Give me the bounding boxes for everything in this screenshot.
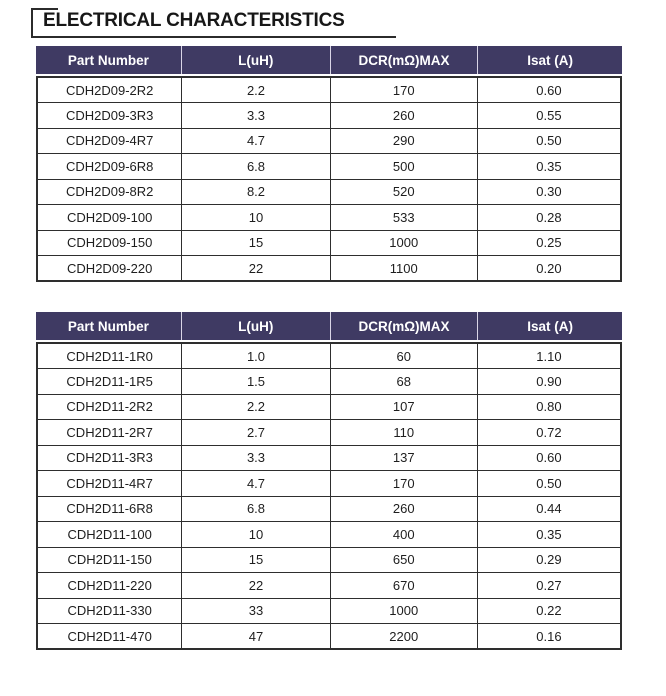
table-cell: CDH2D09-8R2 xyxy=(37,179,182,205)
header-cell: Isat (A) xyxy=(478,312,622,340)
table-cell: 0.28 xyxy=(477,205,621,231)
table-cell: CDH2D11-2R7 xyxy=(37,420,182,446)
table-cell: 0.90 xyxy=(477,369,621,395)
table-cell: 400 xyxy=(330,522,477,548)
table-cell: 47 xyxy=(182,624,330,650)
table-row xyxy=(37,496,621,522)
table-cell: 1100 xyxy=(330,256,477,282)
table-cell: CDH2D11-330 xyxy=(37,598,182,624)
table-cell: CDH2D11-2R2 xyxy=(37,394,182,420)
table-cell: 1.10 xyxy=(477,343,621,369)
header-cell: DCR(mΩ)MAX xyxy=(330,312,478,340)
header-cell: L(uH) xyxy=(181,312,330,340)
table-cell: 0.50 xyxy=(477,471,621,497)
table-row xyxy=(37,343,621,369)
table-row xyxy=(37,573,621,599)
spec-table-cdh2d11-body xyxy=(36,342,622,650)
table-cell: 60 xyxy=(330,343,477,369)
table-cell: 0.29 xyxy=(477,547,621,573)
page-title: ELECTRICAL CHARACTERISTICS xyxy=(43,10,345,31)
table-cell: 0.25 xyxy=(477,230,621,256)
table-cell: CDH2D09-100 xyxy=(37,205,182,231)
table-cell: 1.5 xyxy=(182,369,330,395)
table-cell: 2.2 xyxy=(182,394,330,420)
table-cell: 110 xyxy=(330,420,477,446)
table-cell: 15 xyxy=(182,547,330,573)
table-cell: 6.8 xyxy=(182,496,330,522)
table-row xyxy=(37,420,621,446)
table-row xyxy=(37,256,621,282)
table-cell: 68 xyxy=(330,369,477,395)
table-cell: 650 xyxy=(330,547,477,573)
table-cell: CDH2D09-6R8 xyxy=(37,154,182,180)
spec-table-cdh2d09 xyxy=(36,46,622,282)
table-row xyxy=(37,624,621,650)
table-cell: 0.27 xyxy=(477,573,621,599)
table-row xyxy=(37,128,621,154)
table-cell: CDH2D11-4R7 xyxy=(37,471,182,497)
spec-table-cdh2d11-header xyxy=(36,312,622,340)
table-cell: CDH2D11-3R3 xyxy=(37,445,182,471)
table-cell: 4.7 xyxy=(182,471,330,497)
table-row xyxy=(37,179,621,205)
table-row xyxy=(37,369,621,395)
table-cell: 0.72 xyxy=(477,420,621,446)
table-cell: CDH2D09-4R7 xyxy=(37,128,182,154)
table-cell: 3.3 xyxy=(182,103,330,129)
table-row xyxy=(37,205,621,231)
table-cell: 500 xyxy=(330,154,477,180)
table-cell: 0.60 xyxy=(477,445,621,471)
table-cell: 0.16 xyxy=(477,624,621,650)
table-cell: CDH2D11-6R8 xyxy=(37,496,182,522)
table-row xyxy=(37,471,621,497)
table-cell: 33 xyxy=(182,598,330,624)
header-cell: L(uH) xyxy=(181,46,330,74)
table-cell: CDH2D09-3R3 xyxy=(37,103,182,129)
table-row xyxy=(37,522,621,548)
header-cell: Isat (A) xyxy=(478,46,622,74)
header-cell: Part Number xyxy=(36,312,181,340)
table-cell: 1.0 xyxy=(182,343,330,369)
table-cell: 170 xyxy=(330,471,477,497)
header-row xyxy=(36,312,622,340)
table-cell: CDH2D11-470 xyxy=(37,624,182,650)
table-cell: CDH2D09-220 xyxy=(37,256,182,282)
title-corner-bracket xyxy=(31,8,58,10)
table-cell: 0.20 xyxy=(477,256,621,282)
table-cell: CDH2D11-100 xyxy=(37,522,182,548)
table-cell: 0.60 xyxy=(477,77,621,103)
table-cell: 520 xyxy=(330,179,477,205)
table-cell: 170 xyxy=(330,77,477,103)
table-cell: 0.35 xyxy=(477,154,621,180)
table-cell: 2200 xyxy=(330,624,477,650)
table-cell: 4.7 xyxy=(182,128,330,154)
table-cell: 15 xyxy=(182,230,330,256)
table-cell: 1000 xyxy=(330,230,477,256)
table-cell: 533 xyxy=(330,205,477,231)
table-cell: 0.55 xyxy=(477,103,621,129)
table-cell: 0.80 xyxy=(477,394,621,420)
header-cell: Part Number xyxy=(36,46,181,74)
table-cell: 1000 xyxy=(330,598,477,624)
table-cell: 22 xyxy=(182,256,330,282)
table-cell: 0.50 xyxy=(477,128,621,154)
table-row xyxy=(37,154,621,180)
table-row xyxy=(37,103,621,129)
table-cell: 0.44 xyxy=(477,496,621,522)
table-row xyxy=(37,77,621,103)
table-cell: 0.30 xyxy=(477,179,621,205)
table-cell: 260 xyxy=(330,496,477,522)
spec-table-cdh2d09-header xyxy=(36,46,622,74)
table-cell: CDH2D11-220 xyxy=(37,573,182,599)
table-cell: 0.22 xyxy=(477,598,621,624)
table-cell: 8.2 xyxy=(182,179,330,205)
header-row xyxy=(36,46,622,74)
table-row xyxy=(37,547,621,573)
table-cell: 10 xyxy=(182,205,330,231)
table-cell: 2.7 xyxy=(182,420,330,446)
table-cell: CDH2D09-2R2 xyxy=(37,77,182,103)
spec-table-cdh2d11 xyxy=(36,312,622,650)
table-cell: CDH2D11-1R5 xyxy=(37,369,182,395)
table-row xyxy=(37,230,621,256)
table-row xyxy=(37,445,621,471)
table-cell: CDH2D09-150 xyxy=(37,230,182,256)
table-cell: 2.2 xyxy=(182,77,330,103)
table-cell: 3.3 xyxy=(182,445,330,471)
spec-table-cdh2d09-body xyxy=(36,76,622,282)
table-cell: 137 xyxy=(330,445,477,471)
table-cell: CDH2D11-150 xyxy=(37,547,182,573)
table-cell: CDH2D11-1R0 xyxy=(37,343,182,369)
table-cell: 10 xyxy=(182,522,330,548)
table-cell: 6.8 xyxy=(182,154,330,180)
table-cell: 107 xyxy=(330,394,477,420)
table-row xyxy=(37,394,621,420)
table-cell: 0.35 xyxy=(477,522,621,548)
table-cell: 670 xyxy=(330,573,477,599)
title-block xyxy=(31,8,396,38)
table-cell: 260 xyxy=(330,103,477,129)
table-cell: 290 xyxy=(330,128,477,154)
table-cell: 22 xyxy=(182,573,330,599)
header-cell: DCR(mΩ)MAX xyxy=(330,46,478,74)
table-row xyxy=(37,598,621,624)
